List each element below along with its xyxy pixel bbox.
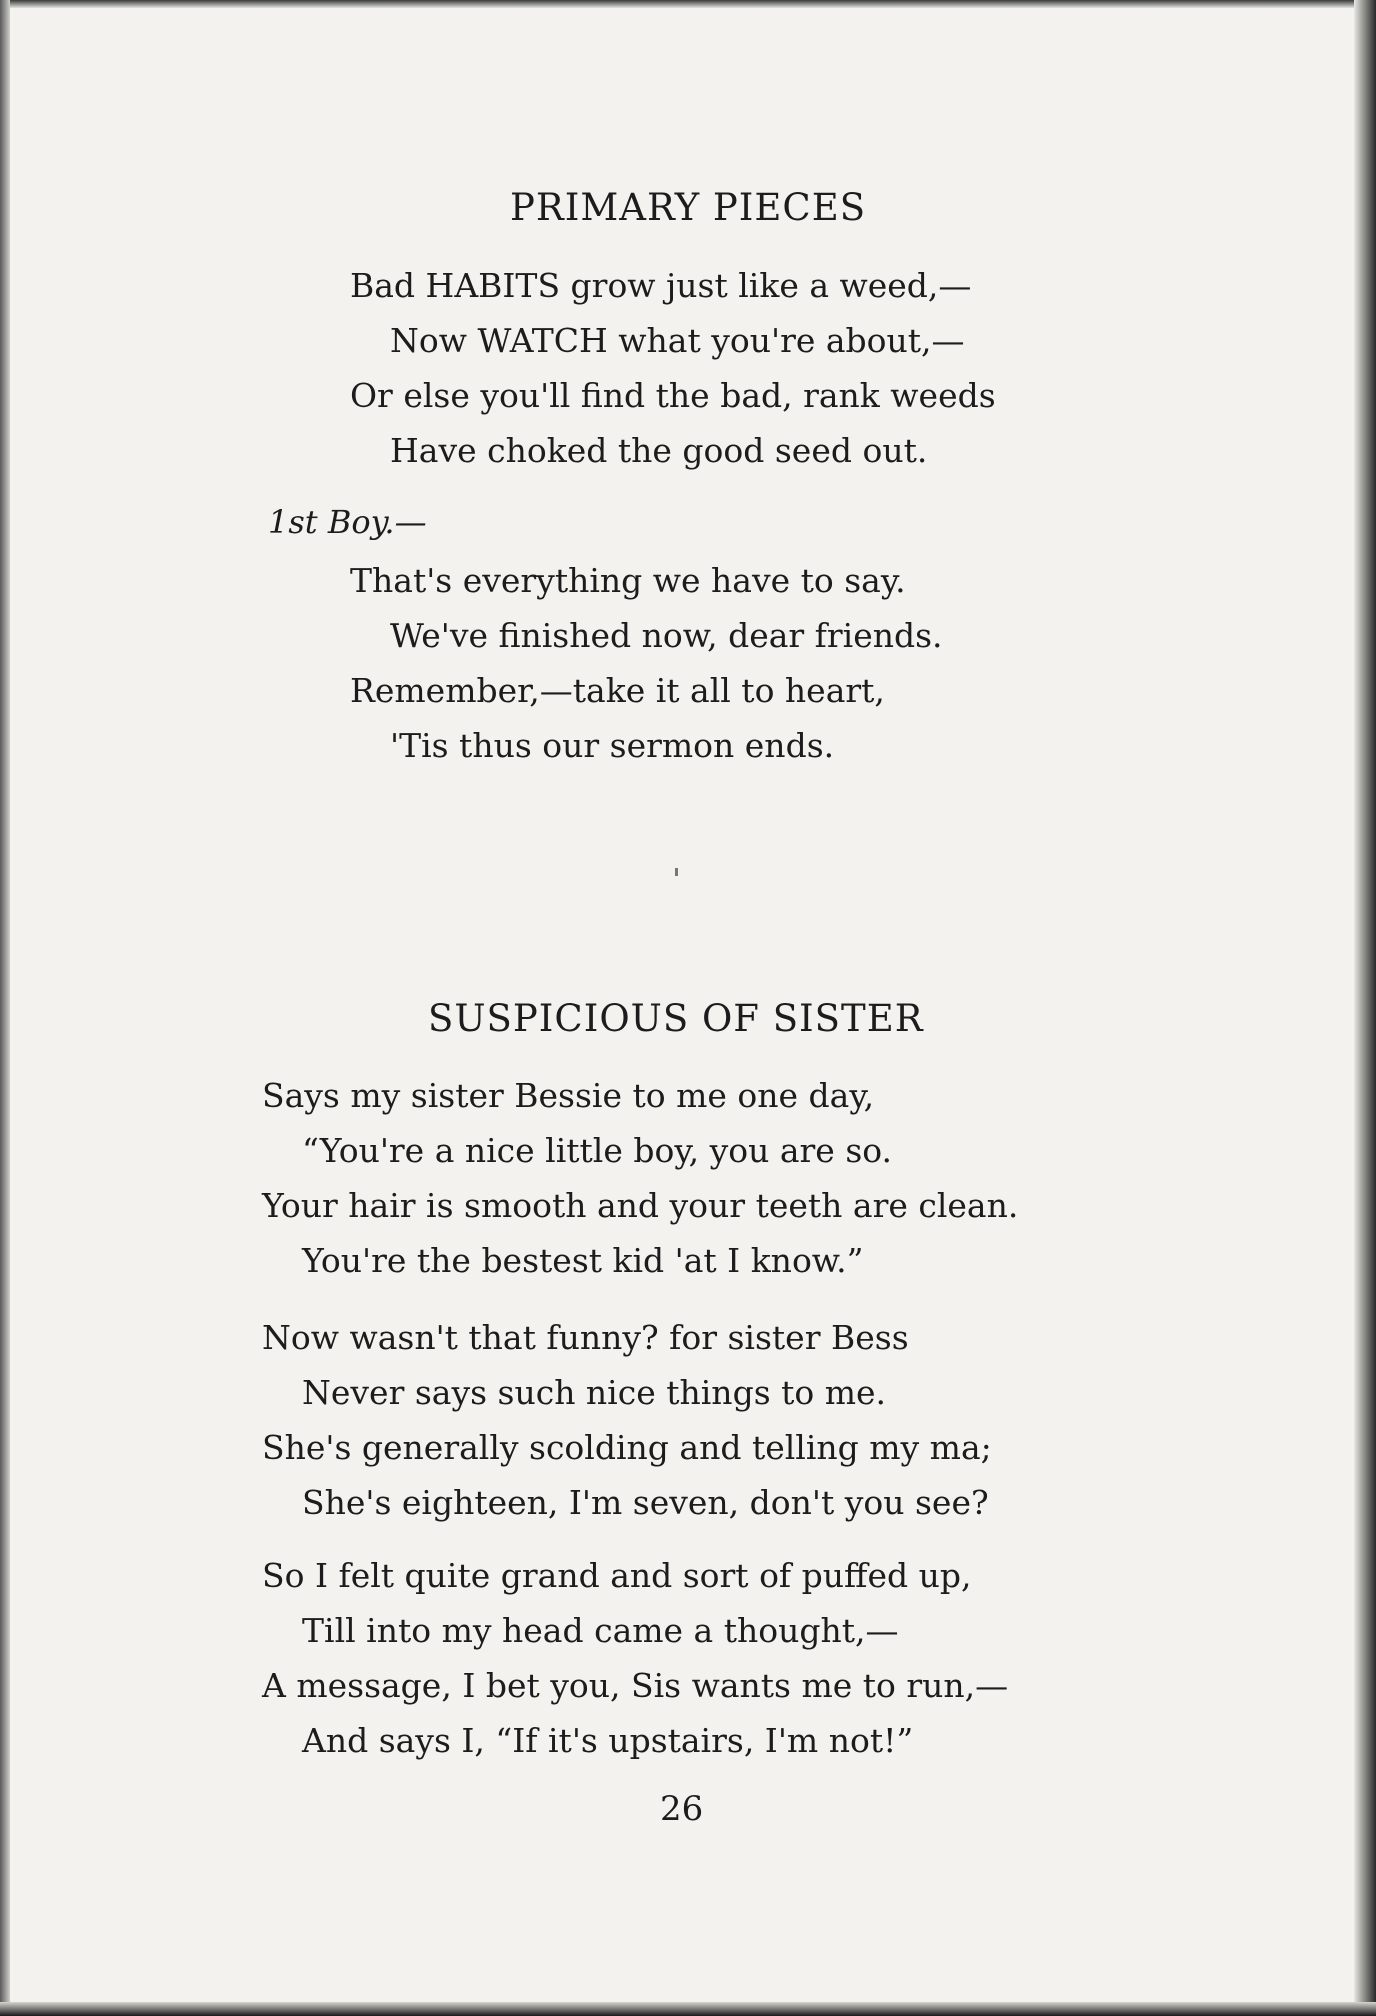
verse-line: Till into my head came a thought,—: [302, 1611, 899, 1650]
verse-line: We've finished now, dear friends.: [390, 616, 943, 655]
verse-line: She's generally scolding and telling my ma;: [262, 1428, 992, 1467]
verse-line: Or else you'll find the bad, rank weeds: [350, 376, 996, 415]
print-speck: [675, 868, 678, 876]
poem-title-suspicious-of-sister: SUSPICIOUS OF SISTER: [428, 997, 924, 1040]
verse-line: You're the bestest kid 'at I know.”: [302, 1241, 864, 1280]
verse-line: Your hair is smooth and your teeth are clean.: [262, 1186, 1019, 1225]
verse-line: Now wasn't that funny? for sister Bess: [262, 1318, 909, 1357]
stanza-sister-1: [262, 1068, 1018, 1288]
poem-title-primary-pieces: PRIMARY PIECES: [510, 186, 867, 229]
verse-line: So I felt quite grand and sort of puffed up,: [262, 1556, 972, 1595]
verse-line: A message, I bet you, Sis wants me to run,—: [262, 1666, 1009, 1705]
stanza-sister-3: [262, 1548, 1008, 1768]
speaker-label: 1st Boy.—: [268, 503, 427, 541]
verse-line: She's eighteen, I'm seven, don't you see?: [302, 1483, 989, 1522]
stanza-sister-2: [262, 1310, 992, 1530]
page-edge-right: [1354, 0, 1376, 2016]
verse-line: Bad HABITS grow just like a weed,—: [350, 266, 972, 305]
verse-line: 'Tis thus our sermon ends.: [390, 726, 835, 765]
verse-line: Have choked the good seed out.: [390, 431, 928, 470]
verse-line: Now WATCH what you're about,—: [390, 321, 965, 360]
verse-line: “You're a nice little boy, you are so.: [302, 1131, 893, 1170]
verse-line: Says my sister Bessie to me one day,: [262, 1076, 875, 1115]
verse-line: And says I, “If it's upstairs, I'm not!”: [302, 1721, 914, 1760]
verse-line: That's everything we have to say.: [350, 561, 906, 600]
page-edge-top: [0, 0, 1376, 8]
verse-line: Never says such nice things to me.: [302, 1373, 887, 1412]
stanza-primary-2: [350, 553, 943, 773]
stanza-primary-1: [350, 258, 996, 478]
page-edge-bottom: [0, 2002, 1376, 2016]
verse-line: Remember,—take it all to heart,: [350, 671, 885, 710]
page-number: 26: [660, 1789, 704, 1829]
page-edge-left: [0, 0, 10, 2016]
